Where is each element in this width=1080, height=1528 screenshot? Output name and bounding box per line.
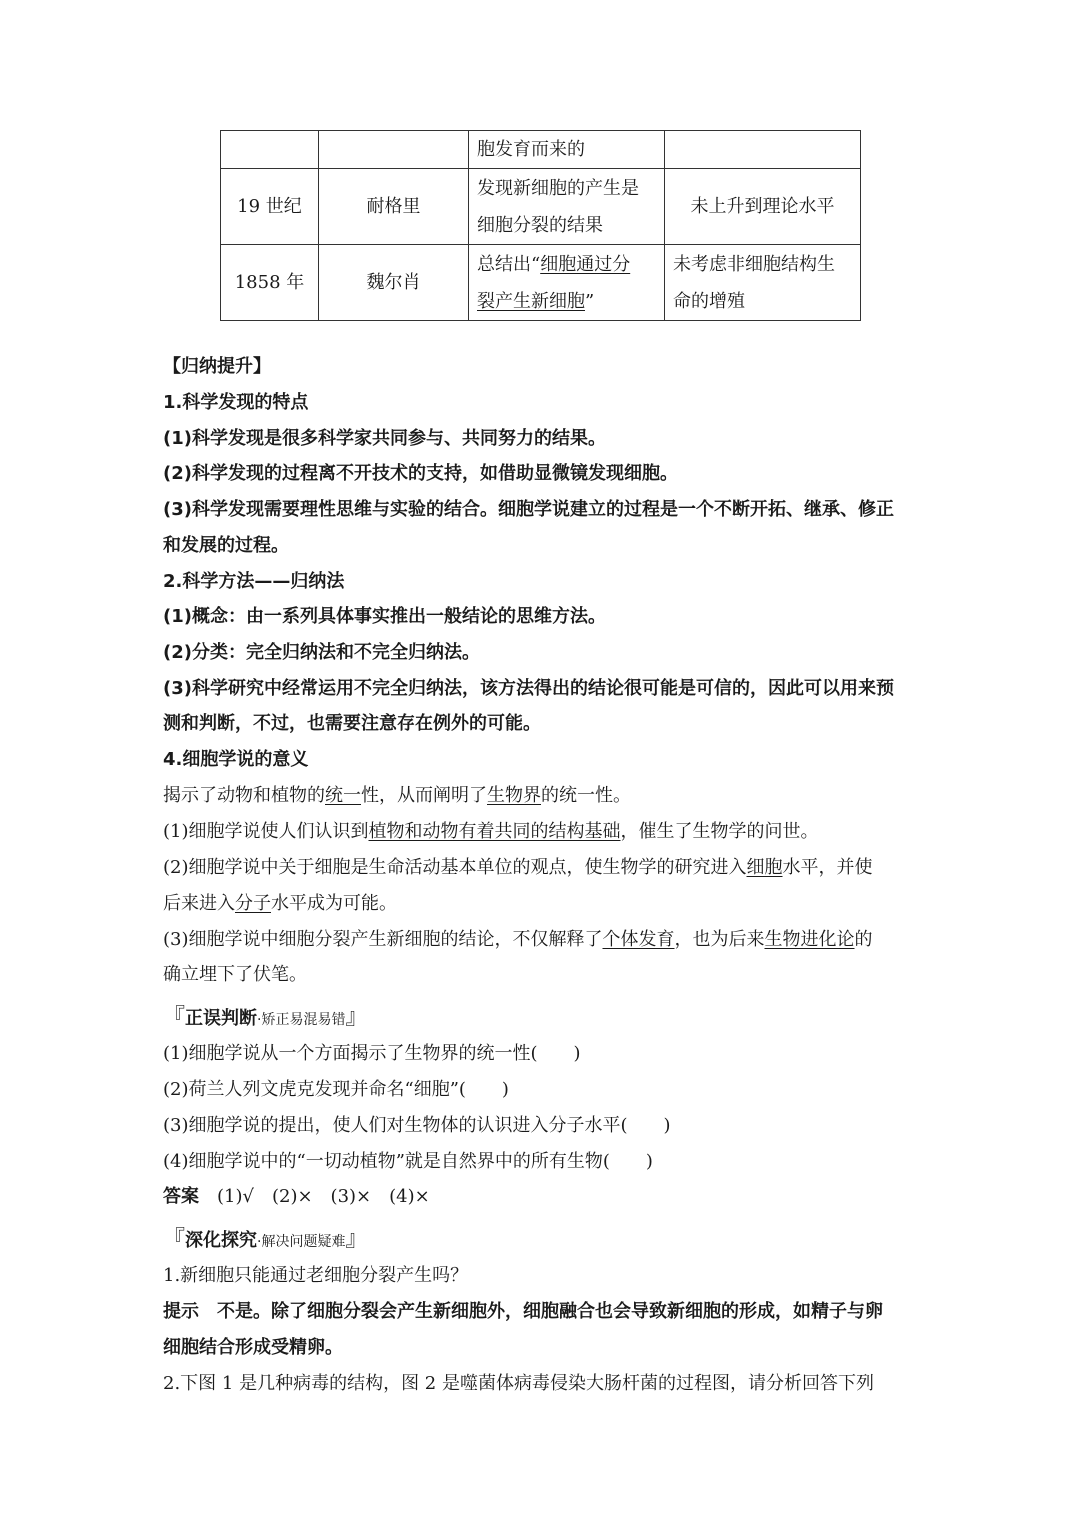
cell-text: 总结出“ — [477, 253, 541, 275]
underlined-term: 生物界 — [487, 785, 541, 806]
underlined-term: 裂产生新细胞 — [477, 290, 585, 312]
text-span: 水平，并使 — [782, 857, 873, 878]
bracket-close: 』 — [345, 1005, 368, 1030]
table-cell-contribution — [469, 169, 665, 245]
history-table — [220, 130, 861, 321]
underlined-term: 细胞 — [746, 857, 783, 878]
paragraph: (3)科学研究中经常运用不完全归纳法，该方法得出的结论很可能是可信的，因此可以用来预 — [163, 678, 894, 699]
question: (4)细胞学说中的“一切动植物”就是自然界中的所有生物( ) — [163, 1151, 653, 1172]
paragraph: (2)分类：完全归纳法和不完全归纳法。 — [163, 642, 480, 663]
underlined-term: 生物进化论 — [764, 929, 855, 950]
cell-line: 发现新细胞的产生是 — [477, 177, 639, 199]
paragraph — [163, 857, 873, 879]
text-span: ，也为后来 — [674, 929, 765, 950]
table-cell-year: 19 世纪 — [221, 169, 319, 245]
summary-heading: 【归纳提升】 — [163, 356, 271, 377]
bracket-open: 『 — [163, 1227, 186, 1252]
paragraph: 和发展的过程。 — [163, 535, 289, 556]
table-cell-limitation — [665, 131, 861, 169]
table-row — [221, 169, 861, 245]
section-title: 1.科学发现的特点 — [163, 392, 309, 413]
table-cell-year — [221, 131, 319, 169]
paragraph: (1)概念：由一系列具体事实推出一般结论的思维方法。 — [163, 606, 606, 627]
text-span: (3)细胞学说中细胞分裂产生新细胞的结论，不仅解释了 — [163, 929, 603, 950]
text-span: ，催生了生物学的问世。 — [620, 821, 819, 842]
table-row — [221, 131, 861, 169]
cell-line: 细胞分裂的结果 — [477, 214, 603, 236]
section-label-sub: ·解决问题疑难 — [257, 1234, 346, 1250]
table-cell-person: 耐格里 — [319, 169, 469, 245]
cell-line — [477, 246, 656, 283]
table-cell-contribution: 胞发育而来的 — [469, 131, 665, 169]
hint: 细胞结合形成受精卵。 — [163, 1337, 343, 1358]
underlined-term: 统一 — [325, 785, 361, 806]
underlined-term: 细胞通过分 — [540, 253, 631, 275]
text-span: 揭示了动物和植物的 — [163, 785, 325, 806]
paragraph: 确立埋下了伏笔。 — [163, 964, 307, 985]
underlined-term: 个体发育 — [602, 929, 675, 950]
table-row — [221, 245, 861, 321]
question: (2)荷兰人列文虎克发现并命名“细胞”( ) — [163, 1079, 509, 1100]
section-label-title: 深化探究 — [185, 1230, 258, 1251]
hint-label: 提示 — [163, 1301, 199, 1322]
hint-text: 不是。除了细胞分裂会产生新细胞外，细胞融合也会导致新细胞的形成，如精子与卵 — [217, 1301, 883, 1322]
text-span: 性，从而阐明了 — [361, 785, 487, 806]
section-title: 2.科学方法——归纳法 — [163, 571, 345, 592]
paragraph: (2)科学发现的过程离不开技术的支持，如借助显微镜发现细胞。 — [163, 463, 678, 484]
underlined-term: 植物和动物有着共同的结构基础 — [368, 821, 621, 842]
text-span: (1)细胞学说使人们认识到 — [163, 821, 369, 842]
section-title: 4.细胞学说的意义 — [163, 749, 309, 770]
question: 1.新细胞只能通过老细胞分裂产生吗？ — [163, 1265, 469, 1286]
paragraph — [163, 821, 819, 843]
text-span: 后来进入 — [163, 893, 235, 914]
paragraph — [163, 929, 873, 951]
table-cell-person — [319, 131, 469, 169]
cell-line — [477, 283, 656, 320]
answer — [163, 1186, 430, 1208]
question: (1)细胞学说从一个方面揭示了生物界的统一性( ) — [163, 1043, 581, 1064]
hint — [163, 1301, 883, 1323]
cell-line: 命的增殖 — [673, 290, 745, 312]
cell-line: 未考虑非细胞结构生 — [673, 253, 835, 275]
paragraph: 测和判断，不过，也需要注意存在例外的可能。 — [163, 713, 541, 734]
section-label-title: 正误判断 — [185, 1008, 258, 1029]
explore-section-label — [163, 1222, 367, 1253]
text-span: (2)细胞学说中关于细胞是生命活动基本单位的观点，使生物学的研究进入 — [163, 857, 747, 878]
section-label-sub: ·矫正易混易错 — [257, 1012, 346, 1028]
text-span: 水平成为可能。 — [271, 893, 397, 914]
underlined-term: 分子 — [235, 893, 271, 914]
question: 2.下图 1 是几种病毒的结构，图 2 是噬菌体病毒侵染大肠杆菌的过程图，请分析回答下列 — [163, 1373, 874, 1394]
answer-text: (1)√ (2)× (3)× (4)× — [217, 1186, 430, 1207]
text-span: 的 — [854, 929, 873, 950]
table-cell-contribution — [469, 245, 665, 321]
paragraph — [163, 785, 631, 807]
table-cell-limitation: 未上升到理论水平 — [665, 169, 861, 245]
cell-text: ” — [585, 290, 595, 312]
table-cell-year: 1858 年 — [221, 245, 319, 321]
table-cell-person: 魏尔肖 — [319, 245, 469, 321]
question: (3)细胞学说的提出，使人们对生物体的认识进入分子水平( ) — [163, 1115, 671, 1136]
paragraph: (1)科学发现是很多科学家共同参与、共同努力的结果。 — [163, 428, 606, 449]
bracket-open: 『 — [163, 1005, 186, 1030]
paragraph — [163, 893, 397, 915]
bracket-close: 』 — [345, 1227, 368, 1252]
paragraph: (3)科学发现需要理性思维与实验的结合。细胞学说建立的过程是一个不断开拓、继承、修正 — [163, 499, 894, 520]
answer-label: 答案 — [163, 1186, 199, 1207]
text-span: 的统一性。 — [541, 785, 631, 806]
judge-section-label — [163, 1000, 367, 1031]
table-cell-limitation — [665, 245, 861, 321]
